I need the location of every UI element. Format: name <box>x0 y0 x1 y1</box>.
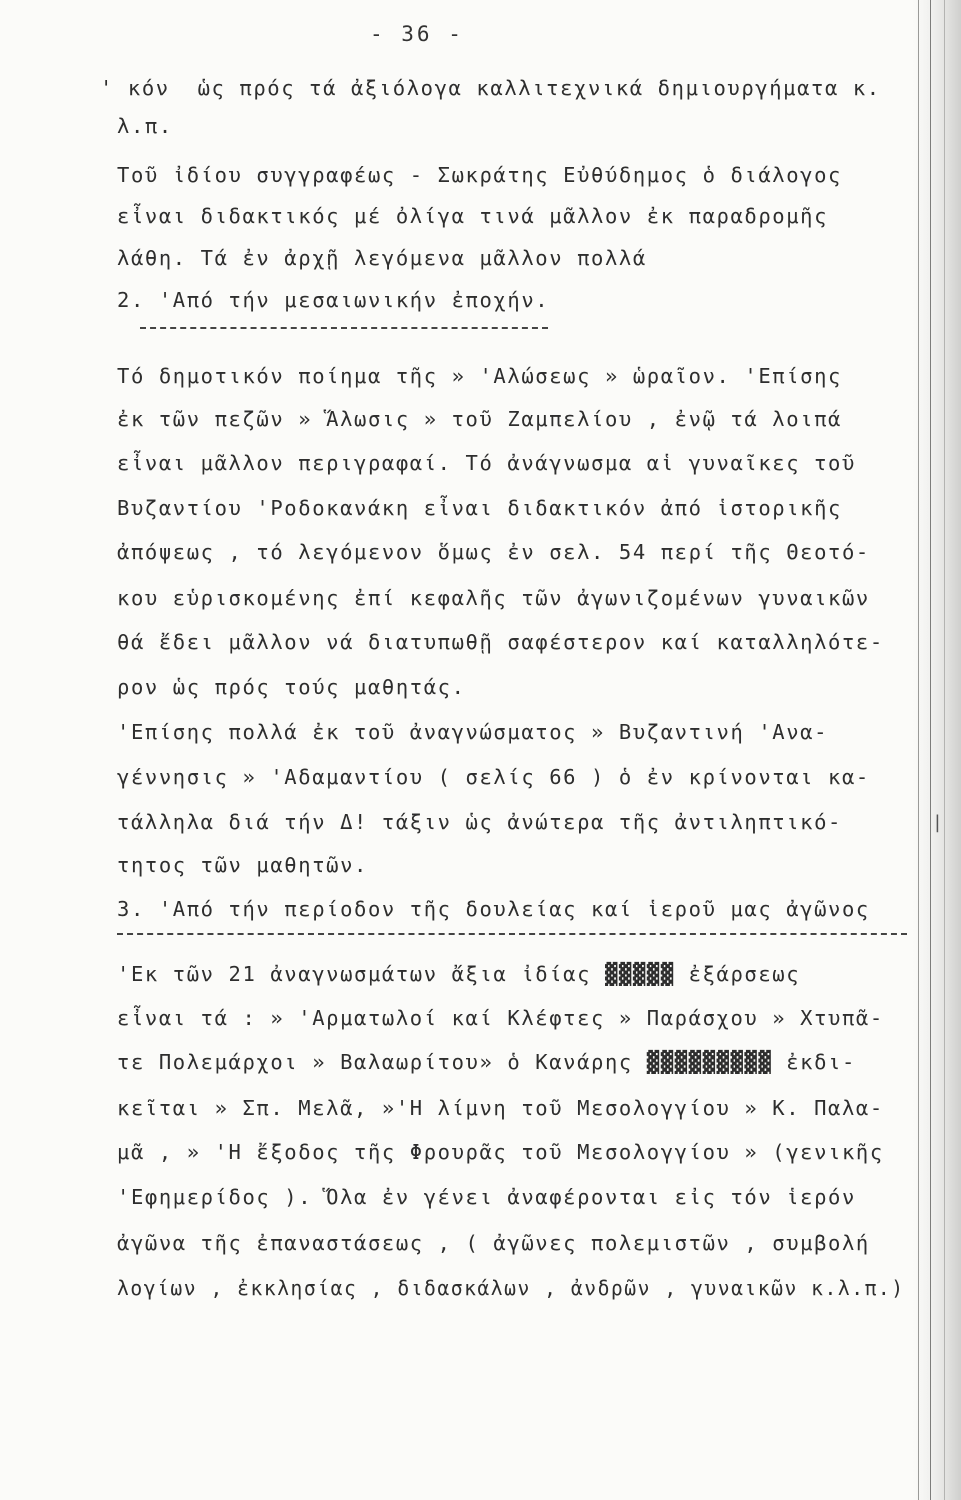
text-line: ρον ὡς πρός τούς μαθητάς. <box>117 675 466 699</box>
margin-mark: | <box>932 812 943 833</box>
text-line: ἐκ τῶν πεζῶν » Ἅλωσις » τοῦ Ζαμπελίου , ἐνῷ τά λοιπά <box>117 407 842 431</box>
section-heading: 2. 'Από τήν μεσαιωνικήν ἐποχήν. <box>117 288 550 312</box>
text-line: τάλληλα διά τήν Δ! τάξιν ὡς ἀνώτερα τῆς ἀντιληπτικό- <box>117 810 842 834</box>
page-number: - 36 - <box>370 22 464 46</box>
heading-underline <box>117 933 907 935</box>
text-line: λ.π. <box>117 114 173 138</box>
text-line: εἶναι μᾶλλον περιγραφαί. Τό ἀνάγνωσμα αἱ γυναῖκες τοῦ <box>117 451 856 475</box>
text-line: 'Εκ τῶν 21 ἀναγνωσμάτων ἄξια ἰδίας ▓▓▓▓▓ ἐξάρσεως <box>117 962 801 986</box>
text-line: ἀγῶνα τῆς ἐπαναστάσεως , ( ἀγῶνες πολεμιστῶν , συμβολή <box>117 1231 870 1255</box>
text-line: Τοῦ ἰδίου συγγραφέως - Σωκράτης Εὐθύδημος ὁ διάλογος <box>117 163 842 187</box>
heading-underline <box>140 327 548 329</box>
text-line: λογίων , ἐκκλησίας , διδασκάλων , ἀνδρῶν , γυναικῶν κ.λ.π.) <box>117 1276 905 1300</box>
text-line: εἶναι τά : » 'Αρματωλοί καί Κλέφτες » Παράσχου » Χτυπᾶ- <box>117 1006 884 1030</box>
text-line: ' κόν ὡς πρός τά ἀξιόλογα καλλιτεχνικά δημιουργήματα κ. <box>100 76 881 100</box>
section-heading: 3. 'Από τήν περίοδον τῆς δουλείας καί ἱεροῦ μας ἀγῶνος <box>117 897 870 921</box>
text-line: λάθη. Τά ἐν ἀρχῇ λεγόμενα μᾶλλον πολλά <box>117 246 647 270</box>
text-line: 'Επίσης πολλά ἐκ τοῦ ἀναγνώσματος » Βυζαντινή 'Ανα- <box>117 720 829 744</box>
text-line: θά ἔδει μᾶλλον νά διατυπωθῇ σαφέστερον καί καταλληλότε- <box>117 630 884 654</box>
text-line: ἀπόψεως , τό λεγόμενον ὅμως ἐν σελ. 54 περί τῆς Θεοτό- <box>117 540 870 564</box>
text-line: εἶναι διδακτικός μέ ὀλίγα τινά μᾶλλον ἐκ παραδρομῆς <box>117 204 829 228</box>
binding-line <box>930 0 931 1500</box>
text-line: Βυζαντίου 'Ροδοκανάκη εἶναι διδακτικόν ἀπό ἱστορικῆς <box>117 496 842 520</box>
binding-line <box>944 0 945 1500</box>
text-line: μᾶ , » 'Η ἔξοδος τῆς Φρουρᾶς τοῦ Μεσολογγίου » (γενικῆς <box>117 1140 884 1164</box>
binding-line <box>918 0 919 1500</box>
binding-edge <box>913 0 961 1500</box>
text-line: γέννησις » 'Αδαμαντίου ( σελίς 66 ) ὁ ἐν κρίνονται κα- <box>117 765 870 789</box>
text-line: τε Πολεμάρχοι » Βαλαωρίτου» ὁ Κανάρης ▓▓▓▓▓▓▓▓▓ ἐκδι- <box>117 1050 856 1074</box>
text-line: τητος τῶν μαθητῶν. <box>117 853 368 877</box>
text-line: κου εὑρισκομένης ἐπί κεφαλῆς τῶν ἀγωνιζομένων γυναικῶν <box>117 586 870 610</box>
text-line: 'Εφημερίδος ). Ὅλα ἐν γένει ἀναφέρονται εἰς τόν ἱερόν <box>117 1185 856 1209</box>
text-line: κεῖται » Σπ. Μελᾶ, »'Η λίμνη τοῦ Μεσολογγίου » Κ. Παλα- <box>117 1096 884 1120</box>
text-line: Τό δημοτικόν ποίημα τῆς » 'Αλώσεως » ὡραῖον. 'Επίσης <box>117 364 842 388</box>
